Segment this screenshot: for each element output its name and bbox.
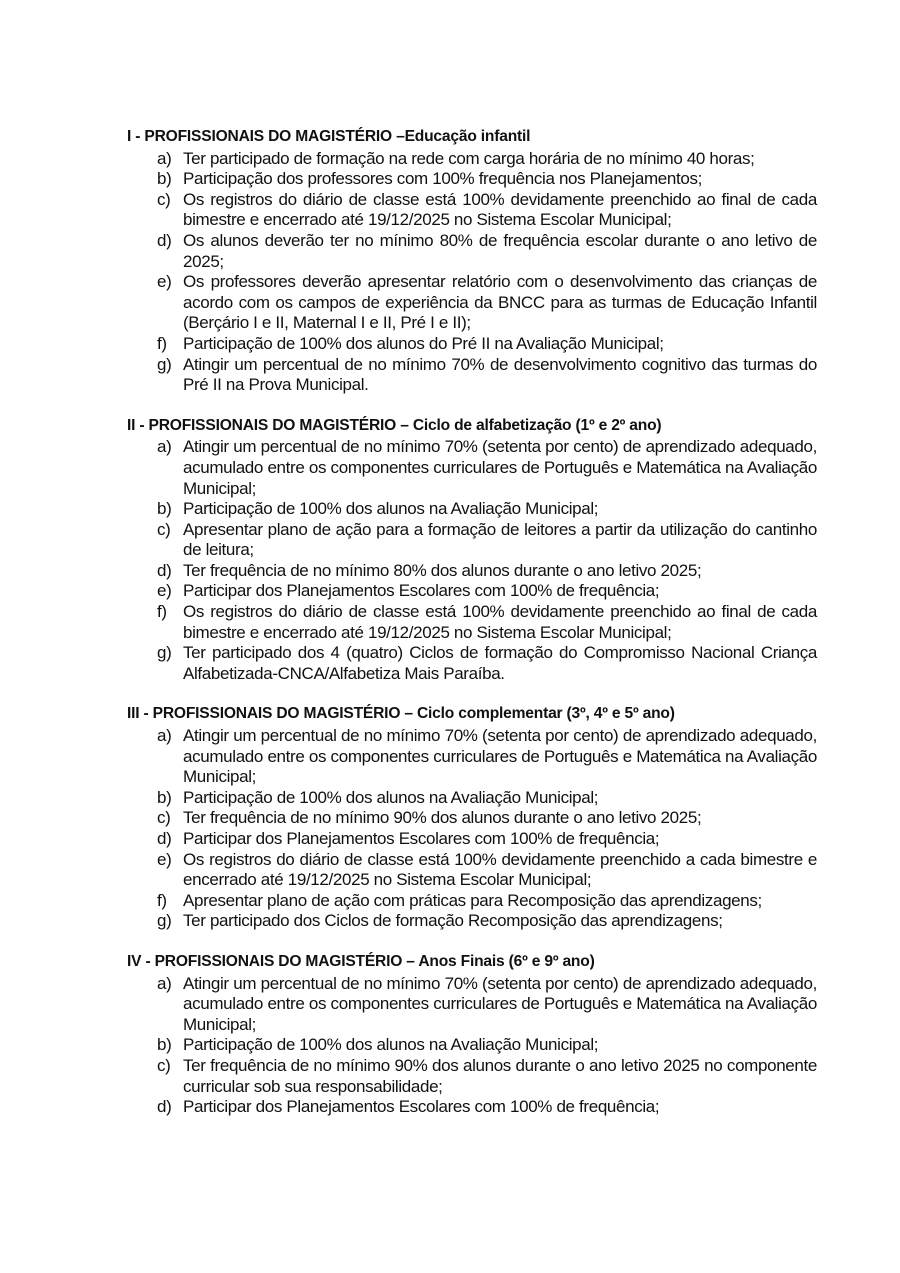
item-marker: f) bbox=[157, 602, 167, 622]
item-text: Participar dos Planejamentos Escolares com 100% de frequência; bbox=[183, 581, 660, 601]
item-marker: e) bbox=[157, 849, 172, 869]
item-text: Os professores deverão apresentar relatório com o desenvolvimento das crianças de acordo com os campos de experiência da BNCC para as turmas de Educação Infantil (Berçário I e II, Maternal I e II, Pré I e II); bbox=[183, 272, 817, 333]
list-item bbox=[127, 1056, 817, 1097]
item-text: Ter frequência de no mínimo 90% dos alunos durante o ano letivo 2025 no componente curricular sob sua responsabilidade; bbox=[183, 1055, 817, 1096]
section-anos-finais bbox=[127, 952, 817, 1118]
requirements-list bbox=[127, 726, 817, 932]
item-text: Ter frequência de no mínimo 90% dos alunos durante o ano letivo 2025; bbox=[183, 808, 702, 828]
item-text: Os registros do diário de classe está 100% devidamente preenchido ao final de cada bimestre e encerrado até 19/12/2025 no Sistema Escolar Municipal; bbox=[183, 189, 817, 230]
item-marker: d) bbox=[157, 560, 172, 580]
list-item bbox=[127, 437, 817, 499]
item-marker: c) bbox=[157, 1055, 171, 1075]
list-item bbox=[127, 149, 817, 170]
section-heading: IV - PROFISSIONAIS DO MAGISTÉRIO – Anos Finais (6º e 9º ano) bbox=[127, 952, 595, 970]
item-marker: a) bbox=[157, 148, 172, 168]
item-text: Atingir um percentual de no mínimo 70% (setenta por cento) de aprendizado adequado, acumulado entre os componentes curriculares de Português e Matemática na Avaliação Municipal; bbox=[183, 437, 817, 498]
item-marker: b) bbox=[157, 1035, 172, 1055]
item-marker: c) bbox=[157, 519, 171, 539]
list-item bbox=[127, 829, 817, 850]
section-heading: II - PROFISSIONAIS DO MAGISTÉRIO – Ciclo de alfabetização (1º e 2º ano) bbox=[127, 416, 662, 434]
document-page bbox=[127, 127, 817, 1138]
item-text: Ter participado de formação na rede com carga horária de no mínimo 40 horas; bbox=[183, 148, 755, 168]
item-marker: c) bbox=[157, 189, 171, 209]
item-text: Atingir um percentual de no mínimo 70% de desenvolvimento cognitivo das turmas do Pré II na Prova Municipal. bbox=[183, 354, 817, 395]
item-marker: a) bbox=[157, 437, 172, 457]
list-item bbox=[127, 1097, 817, 1118]
list-item bbox=[127, 726, 817, 788]
item-text: Os registros do diário de classe está 100% devidamente preenchido a cada bimestre e encerrado até 19/12/2025 no Sistema Escolar Municipal; bbox=[183, 849, 817, 890]
list-item bbox=[127, 581, 817, 602]
item-marker: d) bbox=[157, 230, 172, 250]
list-item bbox=[127, 1035, 817, 1056]
item-text: Participação de 100% dos alunos na Avaliação Municipal; bbox=[183, 787, 599, 807]
item-text: Ter participado dos 4 (quatro) Ciclos de formação do Compromisso Nacional Criança Alfabetizada-CNCA/Alfabetiza Mais Paraíba. bbox=[183, 643, 817, 683]
section-educacao-infantil bbox=[127, 127, 817, 396]
list-item bbox=[127, 808, 817, 829]
item-text: Participação de 100% dos alunos na Avaliação Municipal; bbox=[183, 499, 599, 519]
list-item bbox=[127, 272, 817, 334]
requirements-list bbox=[127, 149, 817, 396]
item-text: Atingir um percentual de no mínimo 70% (setenta por cento) de aprendizado adequado, acumulado entre os componentes curriculares de Português e Matemática na Avaliação Municipal; bbox=[183, 973, 817, 1034]
requirements-list bbox=[127, 974, 817, 1118]
item-text: Participação de 100% dos alunos do Pré II na Avaliação Municipal; bbox=[183, 333, 664, 353]
section-heading: I - PROFISSIONAIS DO MAGISTÉRIO –Educação infantil bbox=[127, 128, 531, 145]
item-marker: g) bbox=[157, 911, 172, 931]
item-marker: a) bbox=[157, 726, 172, 746]
item-text: Apresentar plano de ação para a formação de leitores a partir da utilização do cantinho de leitura; bbox=[183, 519, 817, 560]
item-marker: d) bbox=[157, 829, 172, 848]
list-item bbox=[127, 643, 817, 684]
item-text: Participar dos Planejamentos Escolares com 100% de frequência; bbox=[183, 829, 660, 848]
item-marker: b) bbox=[157, 499, 172, 519]
list-item bbox=[127, 169, 817, 190]
item-text: Participar dos Planejamentos Escolares com 100% de frequência; bbox=[183, 1097, 660, 1117]
item-marker: f) bbox=[157, 890, 167, 910]
item-text: Ter participado dos Ciclos de formação Recomposição das aprendizagens; bbox=[183, 911, 723, 931]
item-marker: g) bbox=[157, 354, 172, 374]
item-marker: f) bbox=[157, 333, 167, 353]
list-item bbox=[127, 355, 817, 396]
section-ciclo-alfabetizacao bbox=[127, 416, 817, 685]
item-marker: b) bbox=[157, 169, 172, 189]
list-item bbox=[127, 231, 817, 272]
item-text: Apresentar plano de ação com práticas para Recomposição das aprendizagens; bbox=[183, 890, 762, 910]
item-text: Participação dos professores com 100% frequência nos Planejamentos; bbox=[183, 169, 702, 189]
item-marker: b) bbox=[157, 787, 172, 807]
list-item bbox=[127, 891, 817, 912]
list-item bbox=[127, 602, 817, 643]
item-marker: a) bbox=[157, 973, 172, 993]
item-marker: c) bbox=[157, 808, 171, 828]
list-item bbox=[127, 850, 817, 891]
item-text: Ter frequência de no mínimo 80% dos alunos durante o ano letivo 2025; bbox=[183, 560, 702, 580]
list-item bbox=[127, 974, 817, 1036]
item-text: Os registros do diário de classe está 100% devidamente preenchido ao final de cada bimestre e encerrado até 19/12/2025 no Sistema Escolar Municipal; bbox=[183, 602, 817, 642]
list-item bbox=[127, 561, 817, 582]
item-marker: e) bbox=[157, 581, 172, 601]
list-item bbox=[127, 788, 817, 809]
item-marker: e) bbox=[157, 272, 172, 292]
item-marker: d) bbox=[157, 1097, 172, 1117]
item-text: Os alunos deverão ter no mínimo 80% de frequência escolar durante o ano letivo de 2025; bbox=[183, 230, 817, 271]
item-marker: g) bbox=[157, 643, 172, 663]
list-item bbox=[127, 334, 817, 355]
item-text: Participação de 100% dos alunos na Avaliação Municipal; bbox=[183, 1035, 599, 1055]
list-item bbox=[127, 190, 817, 231]
item-text: Atingir um percentual de no mínimo 70% (setenta por cento) de aprendizado adequado, acumulado entre os componentes curriculares de Português e Matemática na Avaliação Municipal; bbox=[183, 726, 817, 787]
list-item bbox=[127, 911, 817, 932]
section-heading: III - PROFISSIONAIS DO MAGISTÉRIO – Ciclo complementar (3º, 4º e 5º ano) bbox=[127, 705, 675, 723]
section-ciclo-complementar bbox=[127, 704, 817, 932]
list-item bbox=[127, 520, 817, 561]
list-item bbox=[127, 499, 817, 520]
requirements-list bbox=[127, 437, 817, 684]
